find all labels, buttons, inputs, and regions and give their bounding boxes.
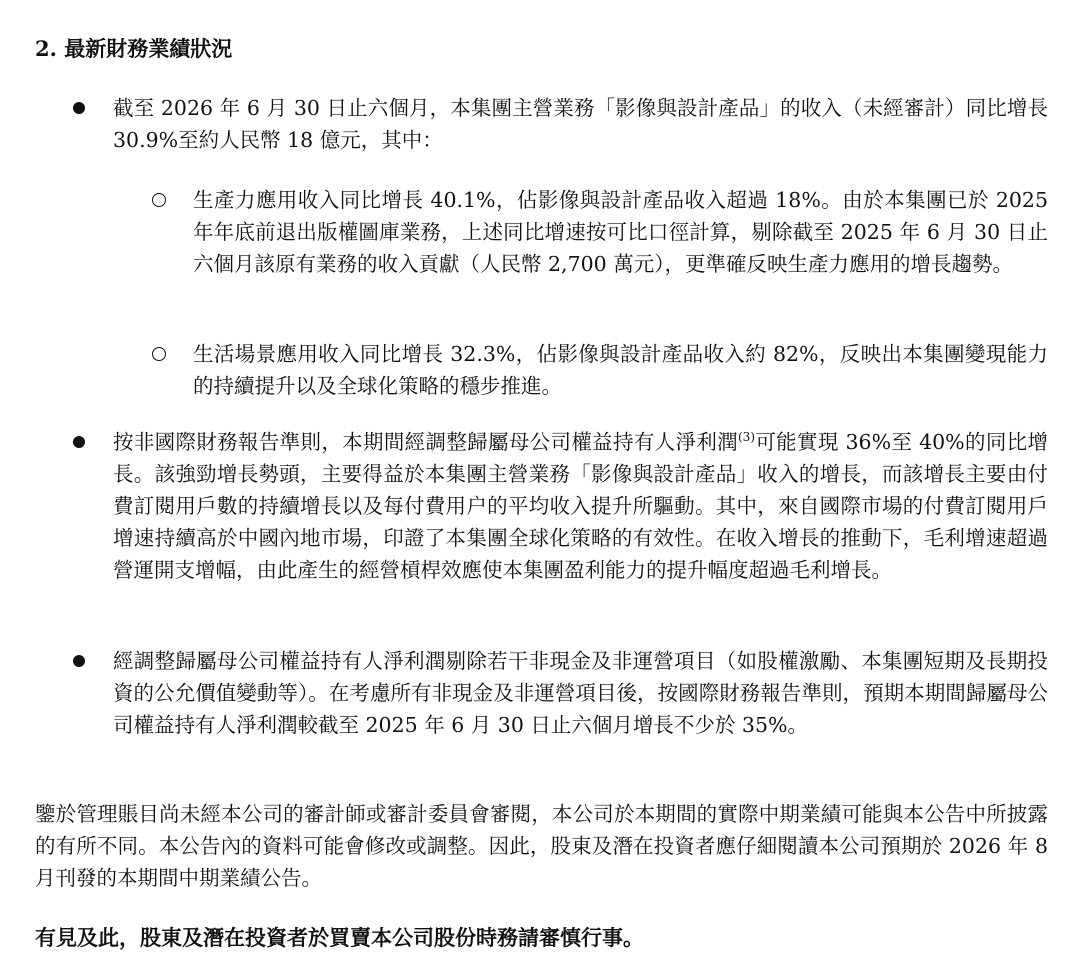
section-heading: 2. 最新財務業績狀況 — [35, 36, 233, 61]
bullet-text — [113, 426, 1048, 586]
disclaimer-paragraph: 鑒於管理賬目尚未經本公司的審計師或審計委員會審閱，本公司於本期間的實際中期業績可能與本公告中所披露的有所不同。本公告內的資料可能會修改或調整。因此，股東及潛在投資者應仔細閱讀本公司預期於 2026 年 8 月刊發的本期間中期業績公告。 — [35, 802, 1048, 890]
bullet-text-before-footnote: 按非國際財務報告準則，本期間經調整歸屬母公司權益持有人淨利潤 — [113, 430, 738, 454]
hollow-circle-icon — [152, 347, 166, 361]
hollow-circle-icon — [152, 193, 166, 207]
bullet-text-after-footnote: 可能實現 36%至 40%的同比增長。該強勁增長勢頭，主要得益於本集團主營業務「影像與設計產品」收入的增長，而該增長主要由付費訂閱用戶數的持續增長以及每付費用户的平均收入提升所驅動。其中，來自國際市場的付費訂閱用戶增速持續高於中國內地市場，印證了本集團全球化策略的有效性。在收入增長的推動下，毛利增速超過營運開支增幅，由此產生的經營槓桿效應使本集團盈利能力的提升幅度超過毛利增長。 — [113, 430, 1048, 582]
bullet-dot-icon — [73, 655, 85, 667]
sub-bullet-text: 生活場景應用收入同比增長 32.3%，佔影像與設計產品收入約 82%，反映出本集團變現能力的持續提升以及全球化策略的穩步推進。 — [193, 342, 1048, 398]
caution-statement: 有見及此，股東及潛在投資者於買賣本公司股份時務請審慎行事。 — [35, 925, 644, 950]
bullet-text: 截至 2026 年 6 月 30 日止六個月，本集團主營業務「影像與設計產品」的收入（未經審計）同比增長 30.9%至約人民幣 18 億元，其中： — [113, 96, 1048, 152]
bullet-dot-icon — [73, 436, 85, 448]
footnote-marker: (3) — [738, 430, 755, 444]
bullet-text: 經調整歸屬母公司權益持有人淨利潤剔除若干非現金及非運營項目（如股權激勵、本集團短期及長期投資的公允價值變動等）。在考慮所有非現金及非運營項目後，按國際財務報告準則，預期本期間歸屬母公司權益持有人淨利潤較截至 2025 年 6 月 30 日止六個月增長不少於 35%。 — [113, 649, 1048, 737]
bullet-dot-icon — [73, 102, 85, 114]
sub-bullet-text: 生產力應用收入同比增長 40.1%，佔影像與設計產品收入超過 18%。由於本集團已於 2025 年年底前退出版權圖庫業務，上述同比增速按可比口徑計算，剔除截至 2025 年 6 月 30 日止六個月該原有業務的收入貢獻（人民幣 2,700 萬元），更準確反映生產力應用的增長趨勢。 — [193, 188, 1048, 276]
